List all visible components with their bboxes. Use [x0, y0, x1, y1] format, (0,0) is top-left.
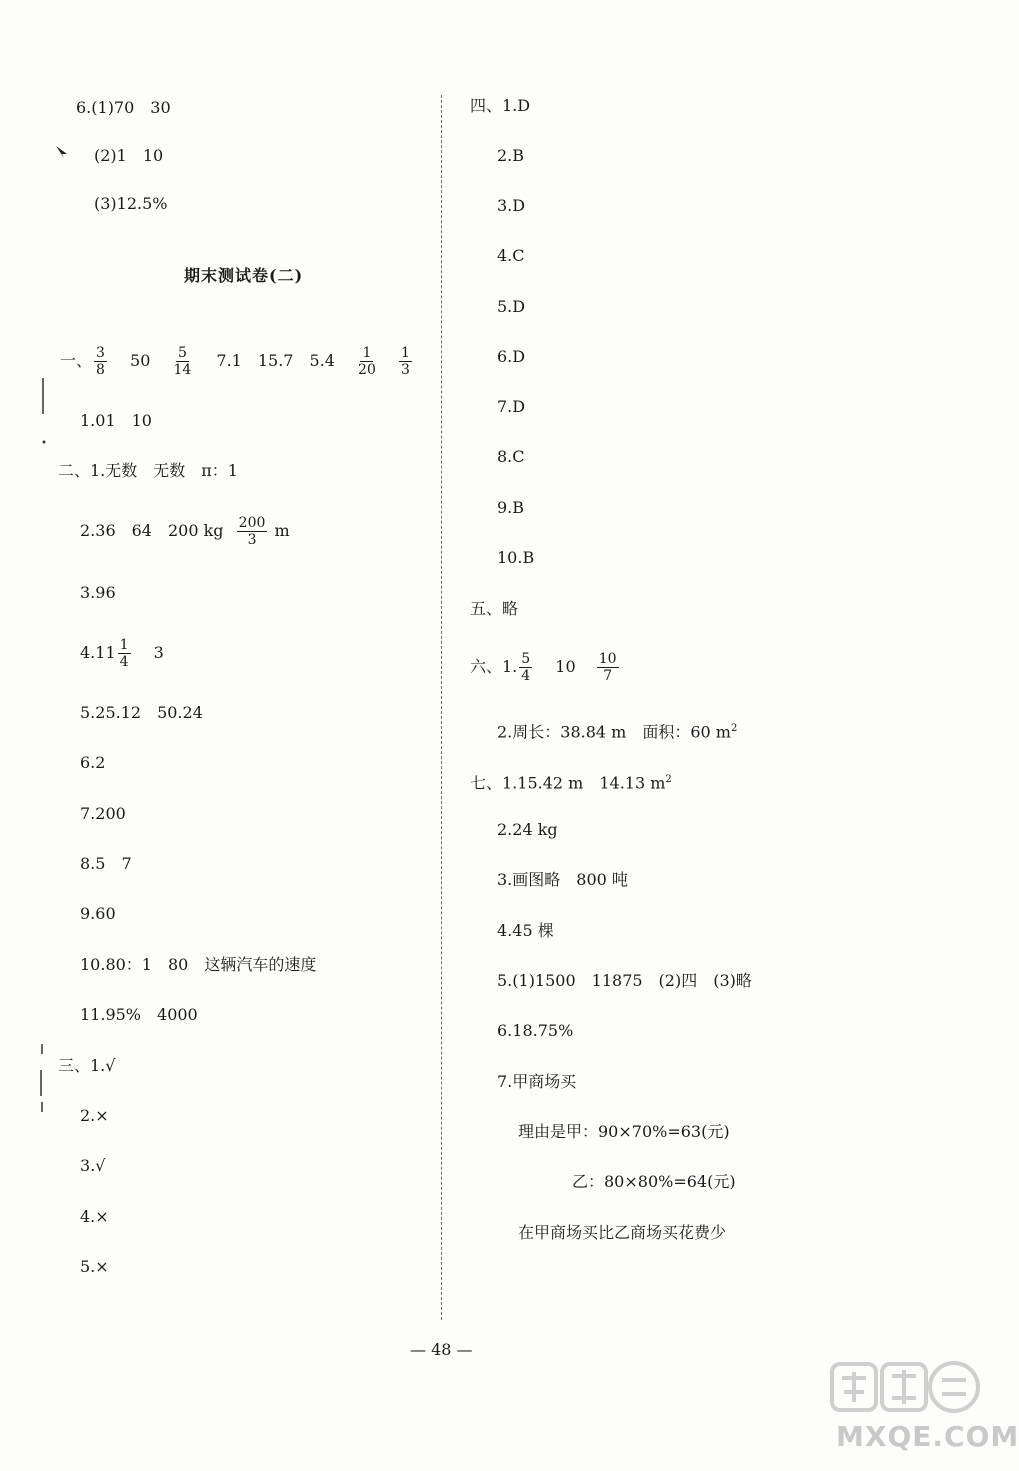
answer-line: 在甲商场买比乙商场买花费少: [518, 1223, 727, 1242]
pen-mark-icon: [54, 144, 70, 160]
answer-line: [497, 718, 737, 743]
fraction: $\frac{1}{4}$: [119, 637, 129, 670]
answer-line-fractions: [60, 344, 414, 378]
answer-line: 乙：80×80%=64(元): [572, 1172, 736, 1191]
answer-line: 2.B: [497, 146, 525, 165]
answer-line-fractions: [80, 636, 164, 670]
answer-line: 1.01 10: [80, 411, 152, 430]
superscript: 2: [730, 723, 738, 734]
answer-line: 5.×: [80, 1257, 109, 1276]
fraction: $\frac{1}{3}$: [400, 345, 410, 378]
section-label: 六、1.: [470, 657, 518, 676]
fraction: $\frac{1}{20}$: [358, 345, 376, 378]
answer-value: 10: [555, 657, 576, 676]
answer-value: 2.周长：38.84 m 面积：60 m: [497, 722, 731, 742]
answer-line: 4.45 棵: [497, 921, 554, 940]
fraction: $\frac{200}{3}$: [238, 515, 266, 548]
answer-line: 7.D: [497, 397, 526, 416]
answer-line: 4.×: [80, 1207, 109, 1226]
answer-line: [470, 769, 672, 794]
answer-line: 3.√: [80, 1156, 106, 1175]
column-divider: [441, 95, 442, 1320]
answer-line: 理由是甲：90×70%=63(元): [518, 1122, 730, 1141]
answer-line: 9.B: [497, 498, 525, 517]
answer-value: 50: [130, 351, 151, 370]
page-number: — 48 —: [410, 1340, 473, 1359]
answer-line: 9.60: [80, 904, 116, 923]
answer-line: 10.80：1 80 这辆汽车的速度: [80, 955, 317, 974]
fraction: $\frac{3}{8}$: [96, 345, 105, 378]
answer-line: 5.(1)1500 11875 (2)四 (3)略: [497, 971, 752, 990]
answer-line: 2.24 kg: [497, 820, 558, 839]
answer-line: 5.25.12 50.24: [80, 703, 203, 722]
answer-line: 7.200: [80, 804, 126, 823]
answer-line-fractions: [470, 650, 621, 684]
fraction: $\frac{10}{7}$: [598, 651, 617, 684]
answer-value: 7.1 15.7 5.4: [216, 351, 335, 370]
section-title: 期末测试卷(二): [184, 266, 304, 285]
answer-line: 3.D: [497, 196, 526, 215]
answer-line: 6.18.75%: [497, 1021, 574, 1040]
answer-value: 4.11: [80, 643, 116, 662]
answer-line: 2.×: [80, 1106, 109, 1125]
answer-line: 二、1.无数 无数 π：1: [58, 461, 238, 480]
watermark-text: MXQE.COM: [836, 1420, 1019, 1453]
answer-line: 3.画图略 800 吨: [497, 870, 628, 889]
superscript: 2: [665, 774, 672, 785]
answer-line: 四、1.D: [470, 96, 531, 115]
fraction: $\frac{5}{4}$: [521, 651, 531, 684]
answer-line: 11.95% 4000: [80, 1005, 198, 1024]
watermark: [826, 1358, 1019, 1463]
answer-line: 5.D: [497, 297, 526, 316]
answer-value: 3: [153, 643, 164, 662]
answer-line: 4.C: [497, 246, 525, 265]
answer-line: 6.D: [497, 347, 526, 366]
answer-line-fractions: [80, 514, 290, 548]
answer-line: 8.C: [497, 447, 525, 466]
unit-label: m: [274, 521, 290, 540]
answer-line: 五、略: [470, 599, 519, 618]
answer-value: 2.36 64 200 kg: [80, 521, 224, 540]
answer-line: 3.96: [80, 583, 116, 602]
answer-line: (3)12.5%: [94, 194, 168, 213]
answer-logo-icon: [830, 1358, 980, 1418]
fraction: $\frac{5}{14}$: [173, 345, 192, 378]
section-label: 一、: [60, 351, 93, 370]
answer-line: 6.2: [80, 753, 106, 772]
answer-value: 七、1.15.42 m 14.13 m: [470, 773, 666, 793]
answer-line: (2)1 10: [94, 146, 164, 165]
scan-mark-icon: [38, 376, 48, 446]
answer-line: 三、1.√: [58, 1056, 116, 1075]
answer-line: 7.甲商场买: [497, 1072, 577, 1091]
scan-mark-icon: [36, 1040, 48, 1114]
answer-line: 6.(1)70 30: [76, 98, 171, 117]
answer-line: 8.5 7: [80, 854, 132, 873]
answer-line: 10.B: [497, 548, 535, 567]
